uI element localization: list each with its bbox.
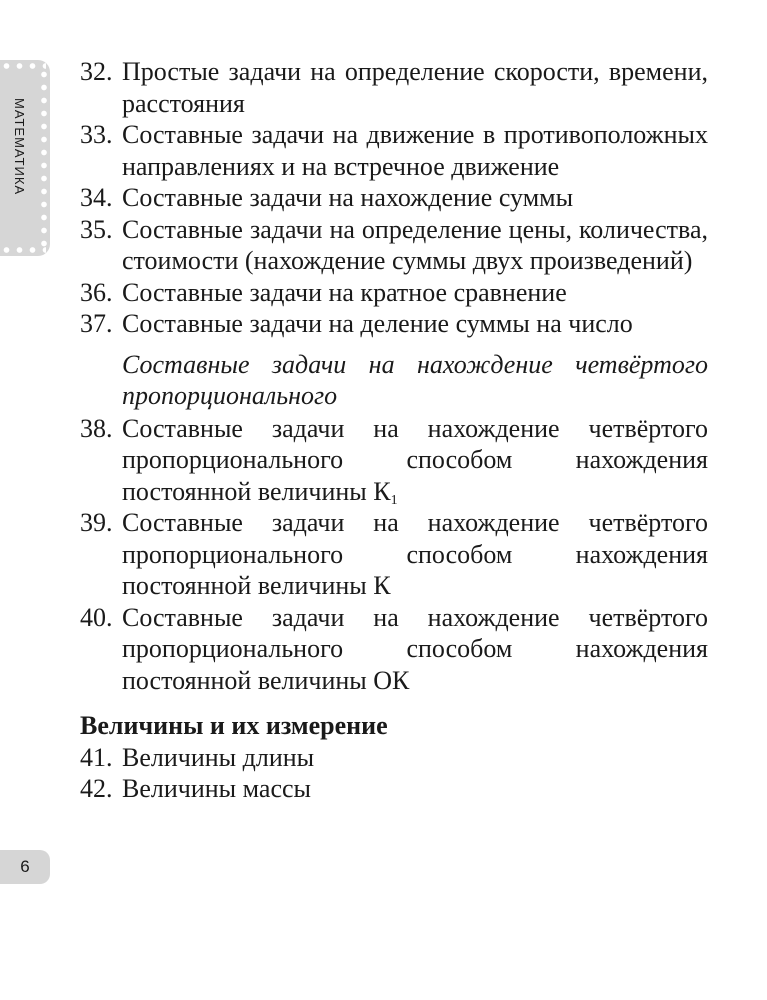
list-item bbox=[80, 308, 708, 340]
section-title: Величины и их измерение bbox=[80, 711, 388, 740]
list-item bbox=[80, 56, 708, 119]
topic-list bbox=[80, 56, 708, 805]
list-item bbox=[80, 214, 708, 277]
item-text: Составные задачи на кратное сравнение bbox=[122, 277, 567, 307]
dot-border-bottom bbox=[0, 247, 46, 253]
item-number: 34. bbox=[80, 183, 113, 212]
item-text: Величины массы bbox=[122, 774, 312, 803]
item-text: Величины длины bbox=[122, 742, 315, 772]
dot-border-right bbox=[41, 68, 47, 248]
item-text: Составные задачи на определение цены, количества, стоимости (нахождение суммы двух произведений) bbox=[122, 214, 708, 275]
item-number: 41. bbox=[80, 742, 113, 772]
list-item bbox=[80, 773, 708, 805]
list-item bbox=[80, 602, 708, 697]
item-number: 36. bbox=[80, 277, 113, 307]
list-item bbox=[80, 119, 708, 182]
item-text: Составные задачи на нахождение четвёртого пропорционального способом нахождения постоянной величины К bbox=[122, 508, 708, 600]
list-item bbox=[80, 507, 708, 602]
dot-border-top bbox=[0, 63, 46, 69]
item-text: Составные задачи на деление суммы на число bbox=[122, 309, 633, 338]
item-number: 42. bbox=[80, 774, 113, 803]
list-item bbox=[80, 742, 708, 774]
item-text bbox=[122, 413, 708, 508]
item-text: Составные задачи на нахождение четвёртого пропорционального способом нахождения постоянной величины ОК bbox=[122, 602, 708, 695]
item-text: Простые задачи на определение скорости, времени, расстояния bbox=[122, 57, 708, 118]
item-number: 32. bbox=[80, 57, 113, 86]
list-item bbox=[80, 182, 708, 214]
item-number: 35. bbox=[80, 214, 113, 244]
item-number: 37. bbox=[80, 309, 113, 338]
item-number: 39. bbox=[80, 508, 113, 537]
item-number: 38. bbox=[80, 413, 113, 443]
subject-label: МАТЕМАТИКА bbox=[12, 98, 27, 196]
list-item bbox=[80, 413, 708, 508]
page-number: 6 bbox=[0, 850, 50, 884]
item-number: 33. bbox=[80, 120, 113, 149]
subject-side-tab bbox=[0, 60, 50, 256]
item-text-body: Составные задачи на нахождение четвёртого пропорционального способом нахождения постоянной величины К bbox=[122, 413, 708, 506]
list-item bbox=[80, 277, 708, 309]
subheading: Составные задачи на нахождение четвёртого пропорционального bbox=[122, 349, 708, 410]
item-text: Составные задачи на движение в противоположных направлениях и на встречное движение bbox=[122, 120, 708, 181]
item-number: 40. bbox=[80, 602, 113, 632]
item-text: Составные задачи на нахождение суммы bbox=[122, 183, 574, 212]
subscript: 1 bbox=[390, 492, 398, 508]
